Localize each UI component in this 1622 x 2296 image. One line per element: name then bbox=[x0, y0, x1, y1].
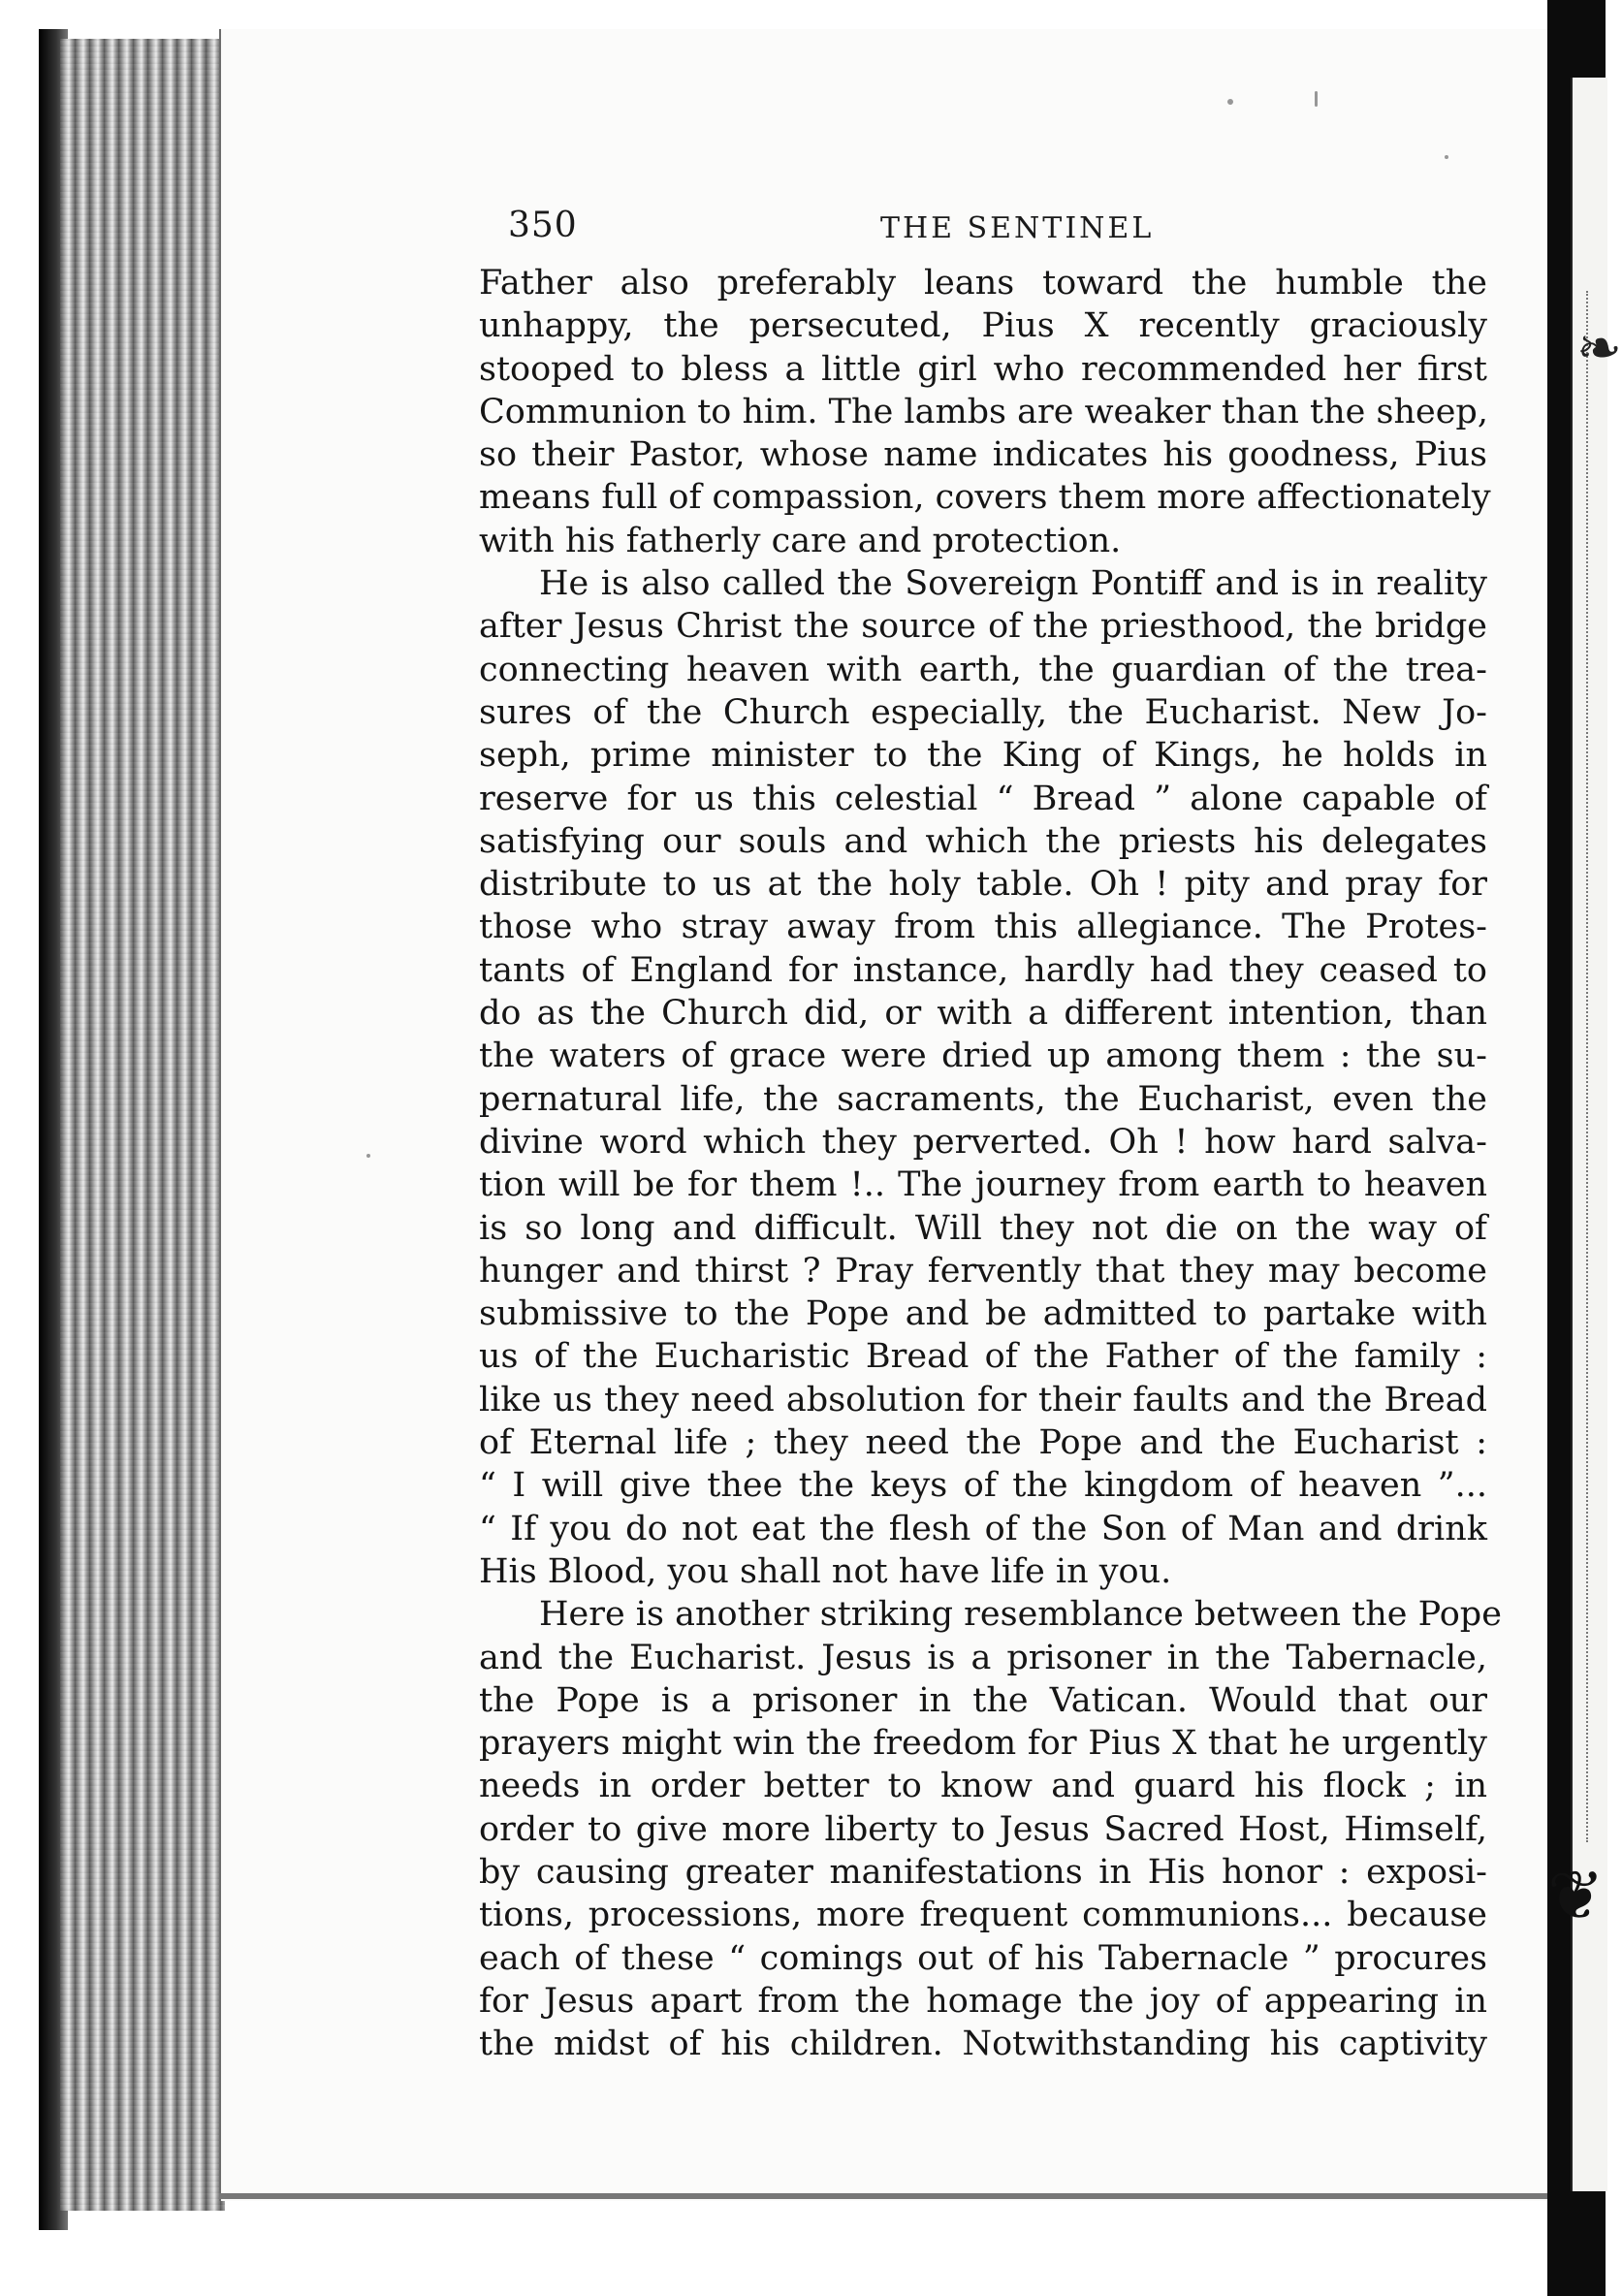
text-line: like us they need absolution for their faults and the Bread bbox=[479, 1380, 1487, 1419]
text-line: seph, prime minister to the King of Kings, he holds in bbox=[479, 736, 1487, 776]
text-line: us of the Eucharistic Bread of the Father of the family : bbox=[479, 1337, 1487, 1377]
text-line: of Eternal life ; they need the Pope and the Eucharist : bbox=[479, 1423, 1487, 1463]
paper-speck bbox=[1227, 99, 1233, 105]
paragraph bbox=[479, 562, 1487, 1593]
text-line: divine word which they perverted. Oh ! how hard salva- bbox=[479, 1122, 1487, 1162]
text-line: connecting heaven with earth, the guardian of the trea- bbox=[479, 650, 1487, 689]
text-line: for Jesus apart from the homage the joy of appearing in bbox=[479, 1981, 1487, 2021]
paragraph bbox=[479, 1593, 1502, 2065]
running-head bbox=[508, 206, 1478, 254]
text-line: Communion to him. The lambs are weaker than the sheep, bbox=[479, 392, 1488, 431]
text-line: “ I will give thee the keys of the kingdom of heaven ”... bbox=[479, 1466, 1487, 1506]
text-line: do as the Church did, or with a different intention, than bbox=[479, 994, 1487, 1034]
text-line: by causing greater manifestations in His honor : exposi- bbox=[479, 1852, 1487, 1892]
page-number: 350 bbox=[508, 206, 578, 245]
scroll-ornament-icon: ❧ bbox=[1576, 317, 1622, 380]
text-line: the Pope is a prisoner in the Vatican. Would that our bbox=[479, 1680, 1487, 1720]
text-line: satisfying our souls and which the priests his delegates bbox=[479, 821, 1487, 861]
text-line: tions, processions, more frequent communions... because bbox=[479, 1896, 1487, 1935]
running-title: THE SENTINEL bbox=[880, 211, 1155, 245]
text-line: Here is another striking resemblance between the Pope bbox=[539, 1595, 1502, 1635]
next-page-border-line bbox=[1586, 291, 1592, 1842]
text-line: submissive to the Pope and be admitted to partake with bbox=[479, 1294, 1487, 1334]
text-line: the midst of his children. Notwithstanding his captivity bbox=[479, 2025, 1487, 2064]
page-bottom-edge bbox=[219, 2193, 1547, 2199]
text-line: means full of compassion, covers them more affectionately bbox=[479, 478, 1491, 518]
text-line: stooped to bless a little girl who recommended her first bbox=[479, 349, 1487, 389]
text-line: He is also called the Sovereign Pontiff and is in reality bbox=[539, 564, 1487, 604]
text-line: pernatural life, the sacraments, the Eucharist, even the bbox=[479, 1079, 1487, 1119]
paragraph bbox=[479, 262, 1491, 562]
text-line: after Jesus Christ the source of the priesthood, the bridge bbox=[479, 607, 1487, 647]
paper-speck bbox=[1315, 91, 1318, 107]
body-text bbox=[479, 262, 1502, 2065]
text-line: prayers might win the freedom for Pius X that he urgently bbox=[479, 1724, 1487, 1764]
text-line: so their Pastor, whose name indicates his goodness, Pius bbox=[479, 435, 1487, 475]
text-line: His Blood, you shall not have life in you. bbox=[479, 1551, 1172, 1591]
page-edge-stack bbox=[60, 39, 225, 2211]
text-line: the waters of grace were dried up among them : the su- bbox=[479, 1036, 1487, 1076]
text-line: and the Eucharist. Jesus is a prisoner in the Tabernacle, bbox=[479, 1638, 1487, 1677]
text-line: reserve for us this celestial “ Bread ” alone capable of bbox=[479, 779, 1487, 818]
text-line: order to give more liberty to Jesus Sacred Host, Himself, bbox=[479, 1809, 1487, 1849]
flourish-ornament-icon: ❦ bbox=[1547, 1856, 1605, 1935]
text-line: with his fatherly care and protection. bbox=[479, 521, 1122, 560]
text-line: unhappy, the persecuted, Pius X recently graciously bbox=[479, 306, 1487, 346]
text-line: tion will be for them !.. The journey from earth to heaven bbox=[479, 1165, 1487, 1205]
text-line: each of these “ comings out of his Tabernacle ” procures bbox=[479, 1938, 1487, 1978]
paper-speck bbox=[1445, 155, 1448, 159]
text-line: hunger and thirst ? Pray fervently that they may become bbox=[479, 1251, 1487, 1291]
text-line: Father also preferably leans toward the humble the bbox=[479, 264, 1487, 303]
paper-speck bbox=[366, 1154, 370, 1158]
text-line: distribute to us at the holy table. Oh ! pity and pray for bbox=[479, 865, 1487, 905]
text-line: “ If you do not eat the flesh of the Son of Man and drink bbox=[479, 1509, 1487, 1548]
text-line: needs in order better to know and guard his flock ; in bbox=[479, 1767, 1487, 1806]
text-line: tants of England for instance, hardly had they ceased to bbox=[479, 950, 1487, 990]
text-line: those who stray away from this allegiance. The Protes- bbox=[479, 908, 1487, 947]
text-line: is so long and difficult. Will they not die on the way of bbox=[479, 1208, 1487, 1248]
text-line: sures of the Church especially, the Eucharist. New Jo- bbox=[479, 692, 1487, 732]
